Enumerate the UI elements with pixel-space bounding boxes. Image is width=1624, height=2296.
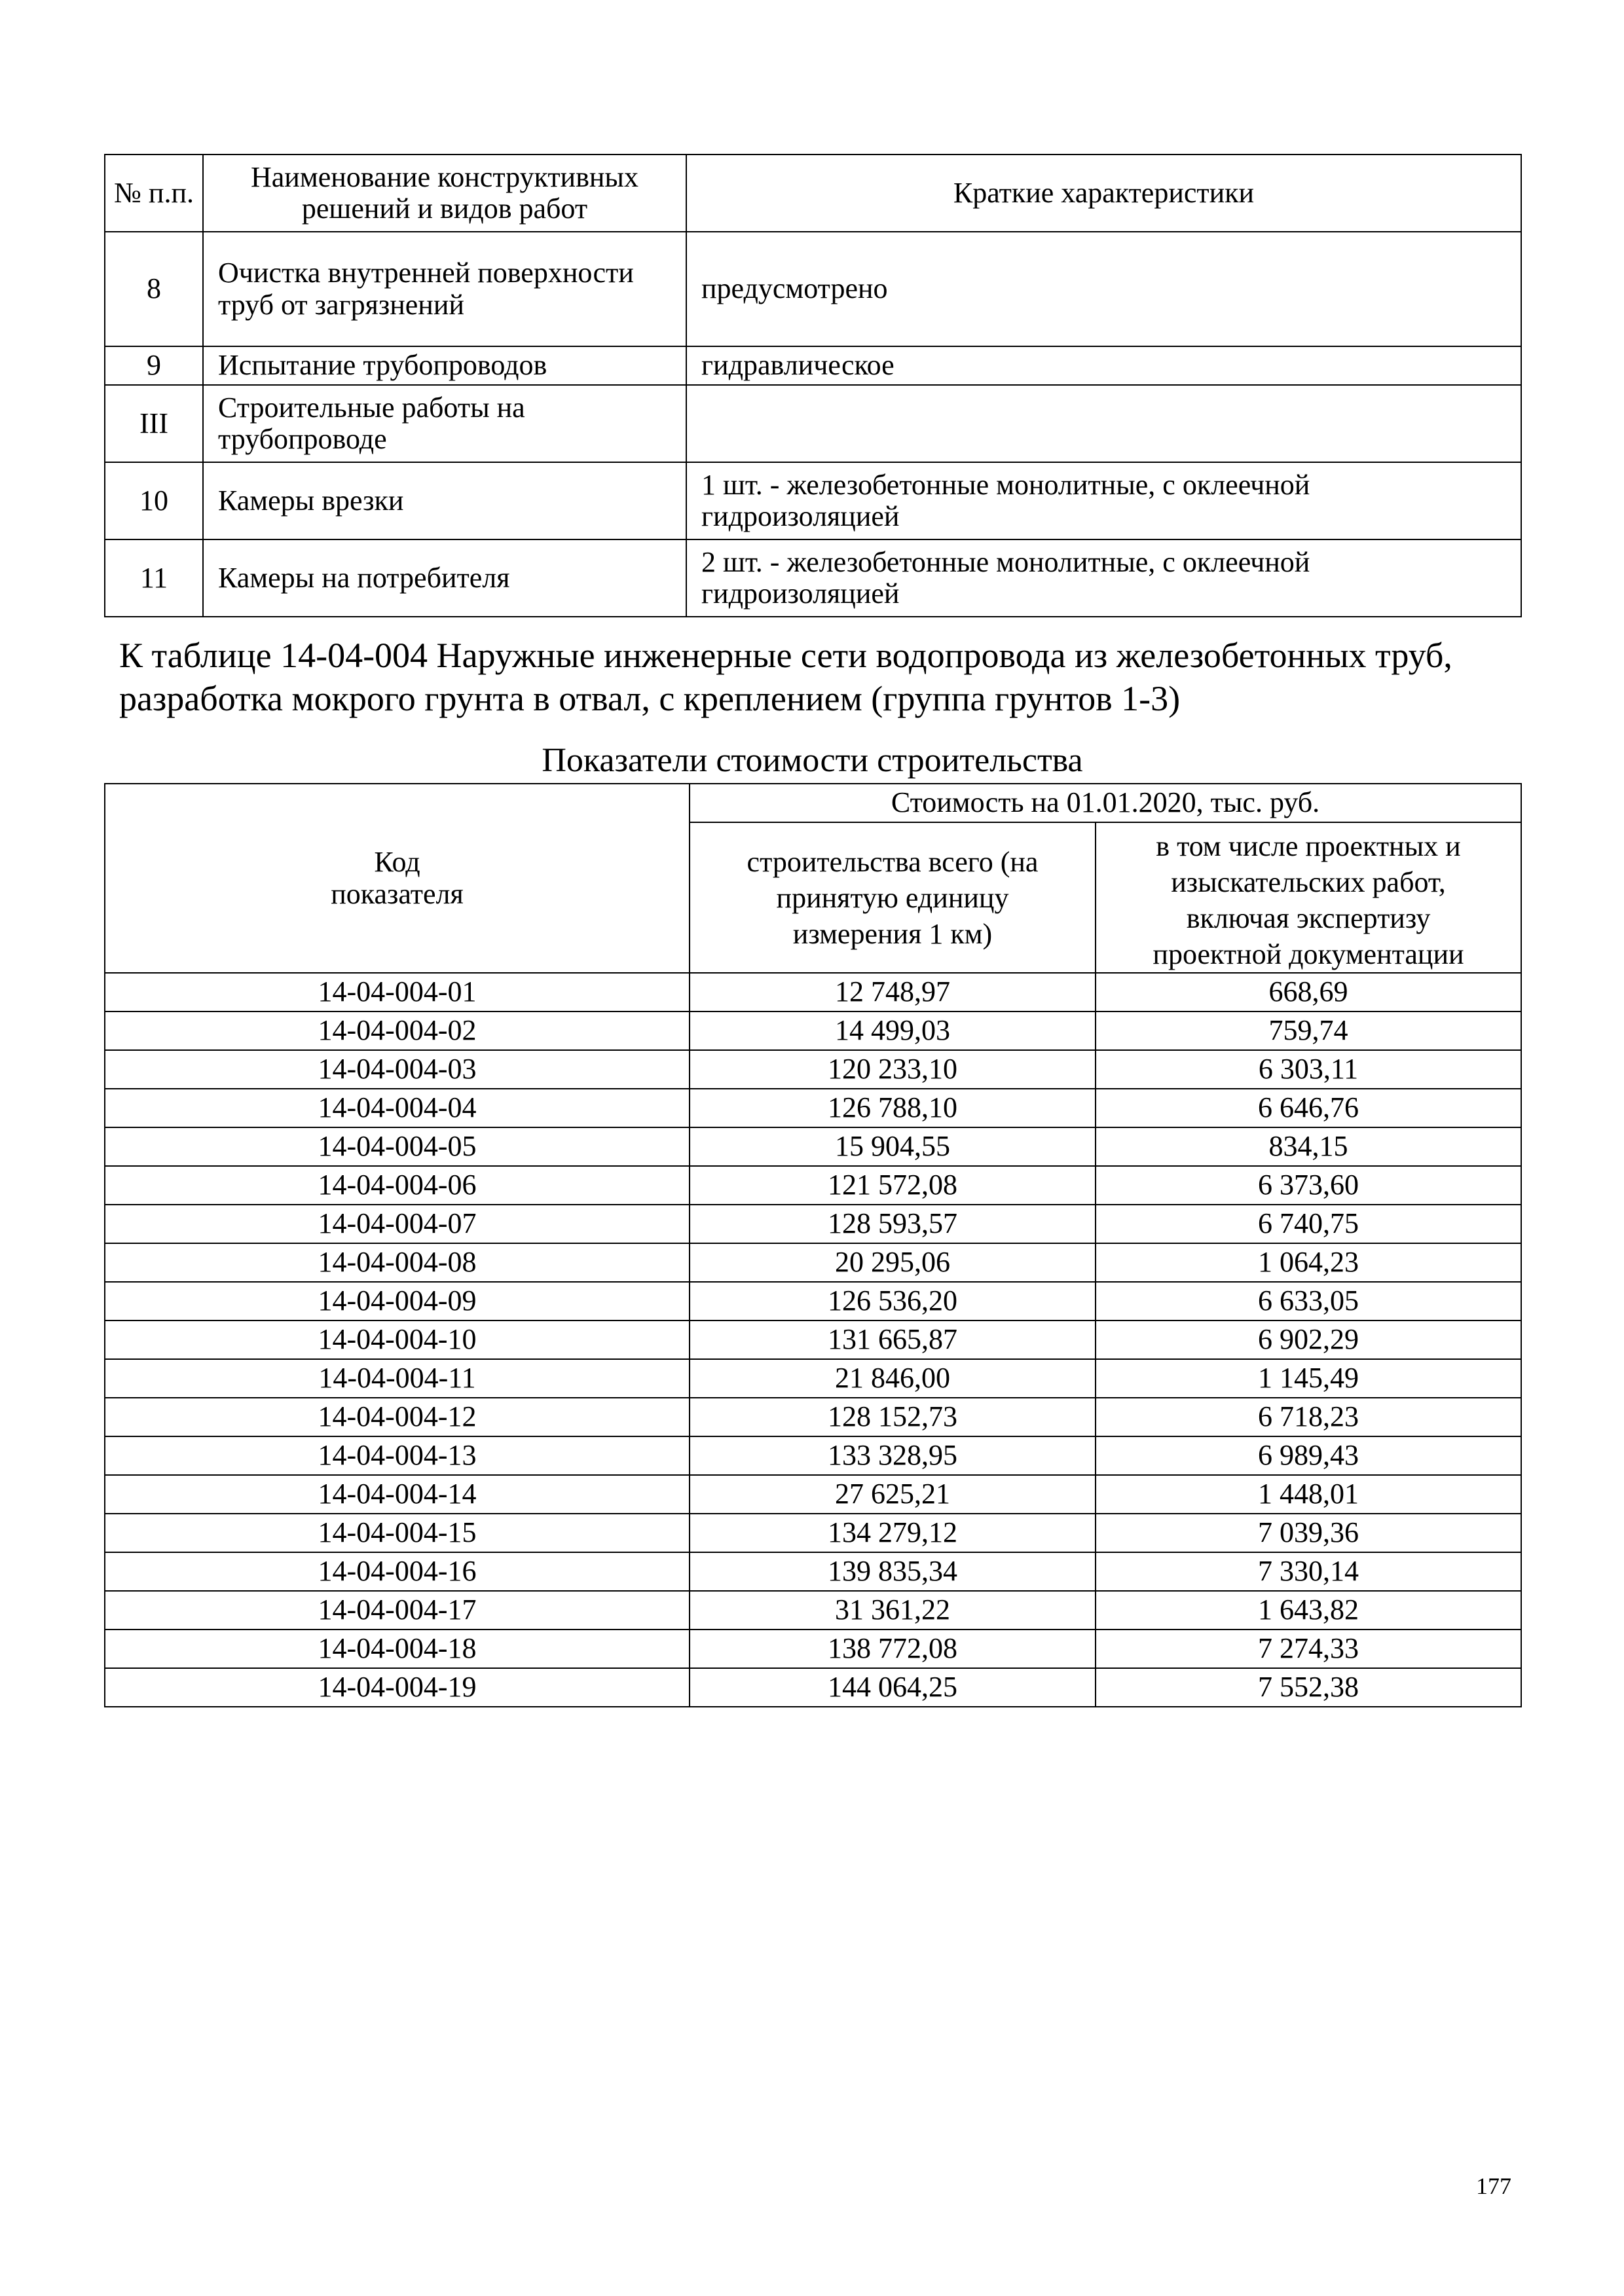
cell-design: 834,15 bbox=[1096, 1127, 1521, 1166]
table-row bbox=[105, 1630, 1521, 1668]
cell-code: 14-04-004-19 bbox=[105, 1668, 690, 1707]
cell-total: 131 665,87 bbox=[690, 1321, 1096, 1359]
row-desc: гидравлическое bbox=[686, 346, 1521, 385]
cell-code: 14-04-004-18 bbox=[105, 1630, 690, 1668]
cell-design: 7 552,38 bbox=[1096, 1668, 1521, 1707]
row-name: Очистка внутренней поверхности труб от загрязнений bbox=[203, 232, 686, 346]
cell-design: 7 330,14 bbox=[1096, 1552, 1521, 1591]
cell-total: 14 499,03 bbox=[690, 1011, 1096, 1050]
cell-design: 1 064,23 bbox=[1096, 1243, 1521, 1282]
cell-total: 21 846,00 bbox=[690, 1359, 1096, 1398]
row-name: Камеры врезки bbox=[203, 462, 686, 539]
row-name: Испытание трубопроводов bbox=[203, 346, 686, 385]
cell-code: 14-04-004-10 bbox=[105, 1321, 690, 1359]
row-num: 10 bbox=[105, 462, 203, 539]
cell-code: 14-04-004-13 bbox=[105, 1436, 690, 1475]
table-row bbox=[105, 1089, 1521, 1127]
works-table-header-row bbox=[105, 155, 1521, 232]
row-desc: 2 шт. - железобетонные монолитные, с оклеечной гидроизоляцией bbox=[686, 539, 1521, 617]
table-row bbox=[105, 1398, 1521, 1436]
table-row bbox=[105, 1475, 1521, 1514]
row-num: III bbox=[105, 385, 203, 462]
cell-design: 759,74 bbox=[1096, 1011, 1521, 1050]
table-row bbox=[105, 1166, 1521, 1205]
row-num: 8 bbox=[105, 232, 203, 346]
table-row bbox=[105, 539, 1521, 617]
cell-design: 6 740,75 bbox=[1096, 1205, 1521, 1243]
table-row bbox=[105, 1436, 1521, 1475]
header-total: строительства всего (на принятую единицу измерения 1 км) bbox=[690, 822, 1096, 973]
cell-total: 15 904,55 bbox=[690, 1127, 1096, 1166]
cell-code: 14-04-004-05 bbox=[105, 1127, 690, 1166]
table-row bbox=[105, 1514, 1521, 1552]
row-name: Строительные работы на трубопроводе bbox=[203, 385, 686, 462]
cell-total: 20 295,06 bbox=[690, 1243, 1096, 1282]
cell-total: 120 233,10 bbox=[690, 1050, 1096, 1089]
cell-total: 134 279,12 bbox=[690, 1514, 1096, 1552]
cell-total: 126 788,10 bbox=[690, 1089, 1096, 1127]
cell-total: 133 328,95 bbox=[690, 1436, 1096, 1475]
works-table bbox=[104, 154, 1522, 617]
table-row bbox=[105, 1282, 1521, 1321]
cell-code: 14-04-004-06 bbox=[105, 1166, 690, 1205]
cost-table bbox=[104, 783, 1522, 1707]
header-code: Код показателя bbox=[105, 784, 690, 973]
table-caption: К таблице 14-04-004 Наружные инженерные сети водопровода из железобетонных труб, разработка мокрого грунта в отвал, с креплением (группа грунтов 1-3) bbox=[119, 636, 1452, 718]
cell-total: 128 593,57 bbox=[690, 1205, 1096, 1243]
table-row bbox=[105, 1591, 1521, 1630]
cell-design: 6 646,76 bbox=[1096, 1089, 1521, 1127]
table-row bbox=[105, 1668, 1521, 1707]
cell-total: 27 625,21 bbox=[690, 1475, 1096, 1514]
table-row bbox=[105, 1127, 1521, 1166]
cell-total: 12 748,97 bbox=[690, 973, 1096, 1011]
header-desc: Краткие характеристики bbox=[686, 155, 1521, 232]
cell-total: 139 835,34 bbox=[690, 1552, 1096, 1591]
table-row bbox=[105, 973, 1521, 1011]
table-row bbox=[105, 1205, 1521, 1243]
cell-design: 6 303,11 bbox=[1096, 1050, 1521, 1089]
cell-code: 14-04-004-15 bbox=[105, 1514, 690, 1552]
cost-table-title: Показатели стоимости строительства bbox=[542, 742, 1083, 779]
table-row bbox=[105, 1050, 1521, 1089]
cell-design: 1 448,01 bbox=[1096, 1475, 1521, 1514]
cell-design: 6 633,05 bbox=[1096, 1282, 1521, 1321]
row-num: 9 bbox=[105, 346, 203, 385]
row-name: Камеры на потребителя bbox=[203, 539, 686, 617]
row-desc: предусмотрено bbox=[686, 232, 1521, 346]
cell-design: 7 039,36 bbox=[1096, 1514, 1521, 1552]
cell-total: 138 772,08 bbox=[690, 1630, 1096, 1668]
cell-code: 14-04-004-14 bbox=[105, 1475, 690, 1514]
cell-total: 121 572,08 bbox=[690, 1166, 1096, 1205]
cell-code: 14-04-004-04 bbox=[105, 1089, 690, 1127]
table-row bbox=[105, 385, 1521, 462]
cell-design: 668,69 bbox=[1096, 973, 1521, 1011]
row-num: 11 bbox=[105, 539, 203, 617]
cell-design: 6 902,29 bbox=[1096, 1321, 1521, 1359]
cell-design: 6 989,43 bbox=[1096, 1436, 1521, 1475]
table-row bbox=[105, 346, 1521, 385]
cell-code: 14-04-004-08 bbox=[105, 1243, 690, 1282]
cost-table-header-row bbox=[105, 784, 1521, 822]
cell-code: 14-04-004-12 bbox=[105, 1398, 690, 1436]
row-desc bbox=[686, 385, 1521, 462]
cell-code: 14-04-004-03 bbox=[105, 1050, 690, 1089]
cell-code: 14-04-004-17 bbox=[105, 1591, 690, 1630]
table-row bbox=[105, 1011, 1521, 1050]
cell-design: 1 145,49 bbox=[1096, 1359, 1521, 1398]
cell-total: 128 152,73 bbox=[690, 1398, 1096, 1436]
cell-total: 31 361,22 bbox=[690, 1591, 1096, 1630]
header-num: № п.п. bbox=[105, 155, 203, 232]
cell-total: 126 536,20 bbox=[690, 1282, 1096, 1321]
page-number: 177 bbox=[1476, 2173, 1511, 2199]
table-row bbox=[105, 1552, 1521, 1591]
cell-code: 14-04-004-16 bbox=[105, 1552, 690, 1591]
row-desc: 1 шт. - железобетонные монолитные, с оклеечной гидроизоляцией bbox=[686, 462, 1521, 539]
cell-design: 6 718,23 bbox=[1096, 1398, 1521, 1436]
table-row bbox=[105, 1359, 1521, 1398]
header-cost-group: Стоимость на 01.01.2020, тыс. руб. bbox=[690, 784, 1521, 822]
cost-table-body bbox=[105, 973, 1521, 1707]
cell-design: 6 373,60 bbox=[1096, 1166, 1521, 1205]
table-row bbox=[105, 1321, 1521, 1359]
table-row bbox=[105, 1243, 1521, 1282]
cell-design: 1 643,82 bbox=[1096, 1591, 1521, 1630]
header-design: в том числе проектных и изыскательских работ, включая экспертизу проектной документации bbox=[1096, 822, 1521, 973]
cell-code: 14-04-004-09 bbox=[105, 1282, 690, 1321]
header-name: Наименование конструктивных решений и видов работ bbox=[203, 155, 686, 232]
cell-code: 14-04-004-07 bbox=[105, 1205, 690, 1243]
cell-code: 14-04-004-11 bbox=[105, 1359, 690, 1398]
table-row bbox=[105, 462, 1521, 539]
cell-code: 14-04-004-02 bbox=[105, 1011, 690, 1050]
cell-design: 7 274,33 bbox=[1096, 1630, 1521, 1668]
table-row bbox=[105, 232, 1521, 346]
cell-code: 14-04-004-01 bbox=[105, 973, 690, 1011]
cell-total: 144 064,25 bbox=[690, 1668, 1096, 1707]
